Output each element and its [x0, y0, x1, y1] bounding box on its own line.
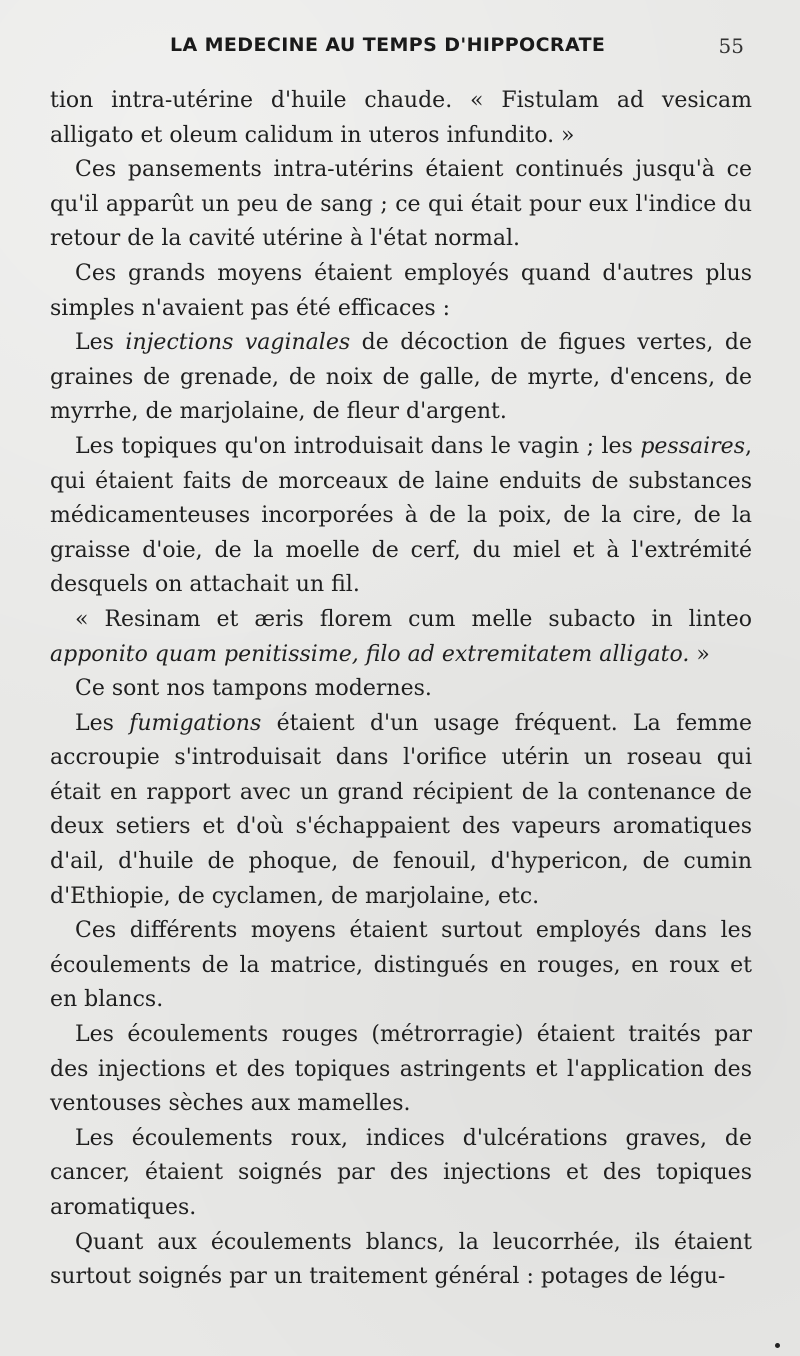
print-mark-dot — [775, 1343, 780, 1348]
italic-term: fumigations — [129, 710, 262, 736]
text-segment: de décoction de figues vertes, de graines de grenade, de noix de galle, de myrte, d'encens, de myrrhe, de marjolaine, de fleur d'argent. — [50, 330, 752, 425]
italic-term: injections vaginales — [125, 330, 351, 356]
page-number: 55 — [718, 34, 744, 58]
page-header — [50, 34, 752, 76]
running-title: LA MEDECINE AU TEMPS D'HIPPOCRATE — [170, 34, 606, 56]
paragraph-ecoulements: Ces différents moyens étaient surtout employés dans les écoulements de la matrice, distingués en rouges, en roux et en blancs. — [50, 918, 752, 1013]
paragraph-latin-quote — [50, 603, 752, 672]
text-segment: , qui étaient faits de morceaux de laine enduits de substances médicamenteuses incorporées à de la poix, de la cire, de la graisse d'oie, de la moelle de cerf, du miel et à l'extrémité desquels on attachait un fil. — [50, 433, 752, 598]
paragraph-blancs: Quant aux écoulements blancs, la leucorrhée, ils étaient surtout soignés par un traitement général : potages de légu- — [50, 1229, 752, 1290]
paragraph-rouges: Les écoulements rouges (métrorragie) étaient traités par des injections et des topiques astringents et l'application des ventouses sèches aux mamelles. — [50, 1022, 752, 1117]
paragraph-fumigations — [50, 707, 752, 915]
paragraph-continued: tion intra-utérine d'huile chaude. « Fistulam ad vesicam alligato et oleum calidum in uteros infundito. » — [50, 88, 752, 148]
paragraph-roux: Les écoulements roux, indices d'ulcérations graves, de cancer, étaient soignés par des injections et des topiques aromatiques. — [50, 1125, 752, 1220]
text-segment: Les — [75, 330, 126, 356]
paragraph-topiques — [50, 430, 752, 603]
paragraph-injections — [50, 326, 752, 430]
text-segment: Les — [75, 710, 130, 736]
text-segment: étaient d'un usage fréquent. La femme accroupie s'introduisait dans l'orifice utérin un roseau qui était en rapport avec un grand récipient de la contenance de deux setiers et d'où s'échappaient des vapeurs aromatiques d'ail, d'huile de phoque, de fenouil, d'hypericon, de cumin d'Ethiopie, de cyclamen, de marjolaine, etc. — [50, 710, 752, 909]
paragraph-pansements: Ces pansements intra-utérins étaient continués jusqu'à ce qu'il apparût un peu de sang ; ce qui était pour eux l'indice du retour de la cavité utérine à l'état normal. — [50, 157, 752, 252]
paragraph-tampons: Ce sont nos tampons modernes. — [75, 676, 432, 702]
text-segment: Les topiques qu'on introduisait dans le vagin ; les — [75, 433, 641, 459]
paragraph-grands-moyens: Ces grands moyens étaient employés quand d'autres plus simples n'avaient pas été efficaces : — [50, 260, 752, 321]
italic-latin: apponito quam penitissime, filo ad extremitatem alligato. — [50, 641, 690, 667]
italic-term: pessaires — [640, 433, 745, 459]
text-segment: « Resinam et æris florem cum melle subacto in linteo — [75, 606, 752, 632]
text-segment: » — [689, 641, 710, 667]
body-text — [50, 84, 752, 1295]
